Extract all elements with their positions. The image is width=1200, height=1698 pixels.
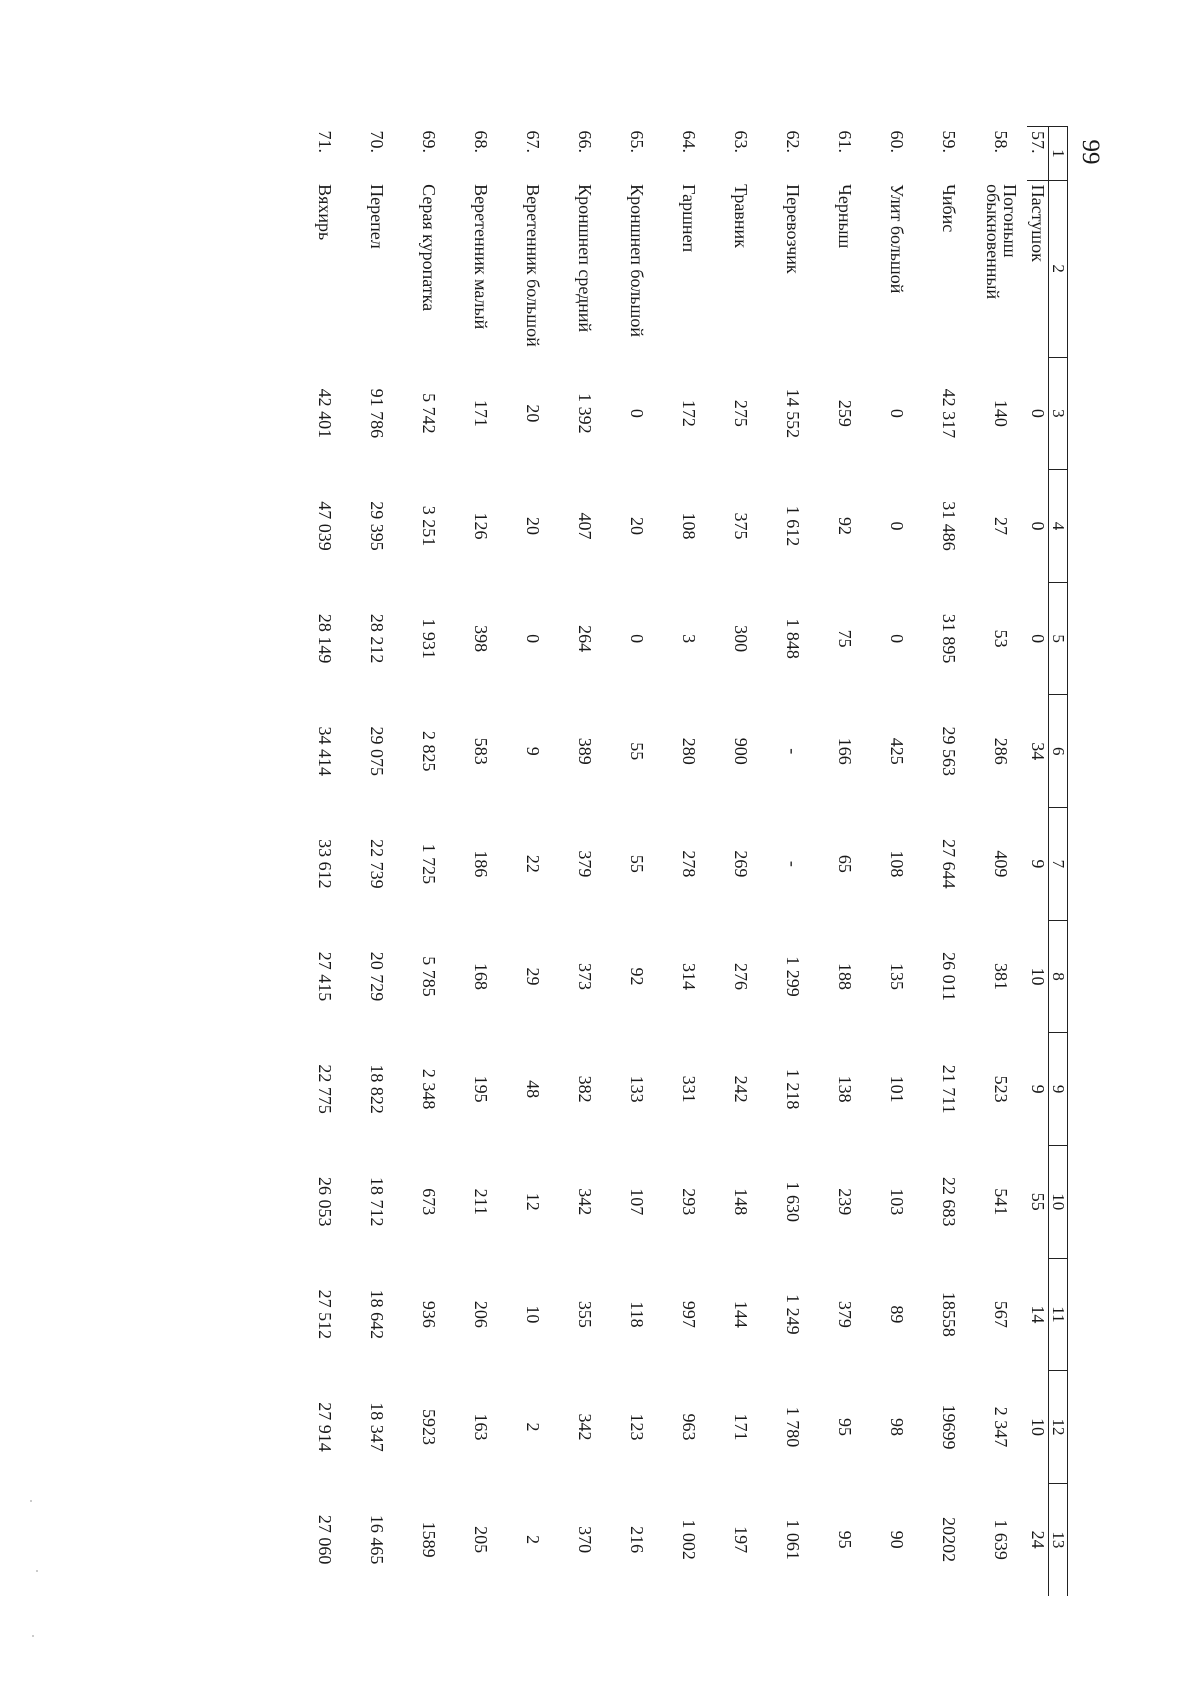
value-cell: 18 642 (367, 1289, 388, 1340)
value-cell: - (783, 748, 804, 755)
table-row (767, 127, 819, 1597)
value-cell: 293 (679, 1188, 700, 1216)
table-row (819, 127, 871, 1597)
value-cell: 331 (679, 1075, 700, 1103)
value-cell: 3 (679, 634, 700, 644)
species-name-cell: Черныш (835, 184, 856, 249)
value-cell: 936 (419, 1300, 440, 1328)
table-row (351, 127, 403, 1597)
column-header: 10 (1049, 1145, 1068, 1258)
value-cell: 22 (523, 854, 544, 873)
value-cell: 20 729 (367, 951, 388, 1002)
column-header: 12 (1049, 1371, 1068, 1484)
value-cell: 33 612 (315, 839, 336, 889)
value-cell: 1 299 (783, 956, 804, 997)
value-cell: 48 (523, 1080, 544, 1099)
value-cell: 389 (575, 737, 596, 765)
value-cell: 0 (1028, 408, 1048, 418)
value-cell: 2 825 (419, 731, 440, 772)
value-cell: 1 061 (783, 1519, 804, 1560)
value-cell: 900 (731, 737, 752, 765)
value-cell: 382 (575, 1075, 596, 1103)
row-number-cell: 57. (1027, 127, 1049, 181)
value-cell: 0 (1028, 634, 1048, 644)
value-cell: 280 (679, 737, 700, 765)
row-number-cell: 66. (575, 130, 596, 153)
value-cell: 27 914 (315, 1402, 336, 1452)
value-cell: 12 (523, 1192, 544, 1211)
value-cell: 407 (575, 512, 596, 540)
value-cell: 171 (471, 399, 492, 427)
column-header: 2 (1049, 180, 1068, 357)
value-cell: 27 644 (939, 839, 960, 889)
column-header: 11 (1049, 1258, 1068, 1371)
column-header: 5 (1049, 582, 1068, 695)
value-cell: 195 (471, 1075, 492, 1103)
value-cell: 1 725 (419, 843, 440, 885)
species-name-cell: Кроншнеп средний (575, 184, 596, 333)
column-number-header-row (1049, 127, 1068, 1597)
value-cell: 144 (731, 1300, 752, 1328)
value-cell: 31 895 (939, 613, 960, 664)
table-row (923, 127, 975, 1597)
value-cell: 108 (887, 850, 908, 878)
species-name-cell: Перепел (367, 184, 388, 249)
value-cell: 1 780 (783, 1406, 804, 1448)
value-cell: 375 (731, 512, 752, 540)
value-cell: 541 (991, 1188, 1012, 1216)
value-cell: 135 (887, 963, 908, 991)
value-cell: 2 348 (419, 1068, 440, 1110)
value-cell: 342 (575, 1413, 596, 1441)
value-cell: 108 (679, 512, 700, 540)
table-row (1027, 127, 1049, 1597)
value-cell: 29 395 (367, 501, 388, 551)
value-cell: 22 683 (939, 1177, 960, 1227)
value-cell: 92 (627, 967, 648, 986)
row-number-cell: 58. (991, 130, 1012, 153)
value-cell: 101 (887, 1075, 908, 1103)
value-cell: 1589 (419, 1521, 440, 1558)
value-cell: 1 392 (575, 393, 596, 434)
species-name-cell: Кроншнеп большой (627, 184, 648, 337)
value-cell: 314 (679, 963, 700, 991)
value-cell: 29 563 (939, 726, 960, 777)
value-cell: 10 (523, 1305, 544, 1324)
value-cell: 5 742 (419, 393, 440, 434)
value-cell: 188 (835, 963, 856, 991)
value-cell: 27 060 (315, 1514, 336, 1565)
table-row (871, 127, 923, 1597)
table-body (299, 127, 1068, 1597)
value-cell: 206 (471, 1300, 492, 1328)
value-cell: 14 (1028, 1305, 1048, 1324)
value-cell: 239 (835, 1188, 856, 1216)
scan-speck (30, 1500, 32, 1502)
value-cell: 27 512 (315, 1289, 336, 1340)
table-row (455, 127, 507, 1597)
value-cell: 373 (575, 963, 596, 991)
value-cell: 1 612 (783, 505, 804, 547)
value-cell: 0 (627, 408, 648, 418)
value-cell: 20 (627, 517, 648, 536)
species-name-cell: Пастушок (1027, 180, 1049, 357)
value-cell: 29 075 (367, 726, 388, 777)
value-cell: 140 (991, 399, 1012, 427)
value-cell: 103 (887, 1188, 908, 1216)
row-number-cell: 69. (419, 130, 440, 153)
species-name-cell: Вяхирь (315, 184, 336, 241)
column-header: 8 (1049, 920, 1068, 1033)
value-cell: 28 149 (315, 613, 336, 664)
value-cell: 300 (731, 625, 752, 653)
value-cell: 0 (887, 521, 908, 531)
value-cell: 53 (991, 629, 1012, 648)
value-cell: 138 (835, 1075, 856, 1103)
value-cell: 29 (523, 967, 544, 986)
value-cell: 42 317 (939, 388, 960, 439)
value-cell: 90 (887, 1530, 908, 1549)
value-cell: 0 (887, 408, 908, 418)
value-cell: - (783, 860, 804, 867)
row-number-cell: 71. (315, 130, 336, 153)
table-row (611, 127, 663, 1597)
value-cell: 148 (731, 1188, 752, 1216)
value-cell: 286 (991, 737, 1012, 765)
species-name-cell: Погоныш обыкновенный (983, 184, 1020, 300)
value-cell: 0 (1028, 521, 1048, 531)
value-cell: 355 (575, 1300, 596, 1328)
column-header: 1 (1049, 127, 1068, 181)
value-cell: 47 039 (315, 501, 336, 551)
value-cell: 133 (627, 1075, 648, 1103)
species-name-cell: Серая куропатка (419, 184, 440, 312)
value-cell: 75 (835, 629, 856, 648)
row-number-cell: 68. (471, 130, 492, 153)
species-count-table-wrapper (299, 126, 1068, 1596)
value-cell: 20202 (939, 1517, 960, 1563)
value-cell: 9 (523, 746, 544, 756)
value-cell: 55 (1028, 1192, 1048, 1211)
value-cell: 20 (523, 404, 544, 423)
value-cell: 55 (627, 742, 648, 761)
value-cell: 1 630 (783, 1181, 804, 1223)
value-cell: 379 (575, 850, 596, 878)
value-cell: 27 (991, 517, 1012, 536)
value-cell: 166 (835, 737, 856, 765)
value-cell: 242 (731, 1075, 752, 1103)
value-cell: 95 (835, 1418, 856, 1437)
value-cell: 197 (731, 1526, 752, 1554)
value-cell: 22 739 (367, 839, 388, 889)
value-cell: 26 011 (939, 952, 960, 1001)
value-cell: 2 (523, 1535, 544, 1545)
value-cell: 2 347 (991, 1406, 1012, 1448)
value-cell: 123 (627, 1413, 648, 1441)
value-cell: 171 (731, 1413, 752, 1441)
value-cell: 91 786 (367, 388, 388, 439)
value-cell: 186 (471, 850, 492, 878)
value-cell: 259 (835, 399, 856, 427)
table-row (663, 127, 715, 1597)
value-cell: 18558 (939, 1291, 960, 1337)
value-cell: 26 053 (315, 1177, 336, 1227)
table-row (715, 127, 767, 1597)
value-cell: 1 249 (783, 1294, 804, 1335)
value-cell: 269 (731, 850, 752, 878)
value-cell: 1 639 (991, 1519, 1012, 1560)
value-cell: 567 (991, 1300, 1012, 1328)
value-cell: 168 (471, 963, 492, 991)
value-cell: 2 (523, 1422, 544, 1432)
column-header: 4 (1049, 470, 1068, 583)
value-cell: 107 (627, 1188, 648, 1216)
scan-speck (36, 1570, 38, 1572)
value-cell: 997 (679, 1300, 700, 1328)
value-cell: 34 414 (315, 726, 336, 777)
value-cell: 1 218 (783, 1068, 804, 1110)
value-cell: 21 711 (939, 1064, 960, 1114)
value-cell: 34 (1028, 742, 1048, 761)
column-header: 6 (1049, 695, 1068, 808)
value-cell: 9 (1028, 859, 1048, 869)
value-cell: 16 465 (367, 1514, 388, 1565)
value-cell: 276 (731, 963, 752, 991)
value-cell: 1 002 (679, 1519, 700, 1560)
value-cell: 264 (575, 625, 596, 653)
value-cell: 42 401 (315, 388, 336, 439)
row-number-cell: 70. (367, 130, 388, 153)
row-number-cell: 60. (887, 130, 908, 153)
row-number-cell: 65. (627, 130, 648, 153)
value-cell: 398 (471, 625, 492, 653)
value-cell: 3 251 (419, 505, 440, 547)
value-cell: 98 (887, 1418, 908, 1437)
table-row (559, 127, 611, 1597)
value-cell: 126 (471, 512, 492, 540)
value-cell: 0 (523, 634, 544, 644)
species-name-cell: Веретенник большой (523, 184, 544, 347)
value-cell: 31 486 (939, 501, 960, 551)
value-cell: 583 (471, 737, 492, 765)
value-cell: 523 (991, 1075, 1012, 1103)
row-number-cell: 61. (835, 130, 856, 153)
value-cell: 95 (835, 1530, 856, 1549)
value-cell: 19699 (939, 1404, 960, 1450)
column-header: 7 (1049, 808, 1068, 921)
species-name-cell: Веретенник малый (471, 184, 492, 330)
value-cell: 89 (887, 1305, 908, 1324)
value-cell: 20 (523, 517, 544, 536)
species-name-cell: Улит большой (887, 184, 908, 294)
table-row (299, 127, 351, 1597)
value-cell: 24 (1028, 1530, 1048, 1549)
value-cell: 1 848 (783, 618, 804, 659)
value-cell: 27 415 (315, 951, 336, 1002)
value-cell: 5 785 (419, 956, 440, 997)
species-name-cell: Перевозчик (783, 184, 804, 274)
page-number: 99 (1077, 139, 1104, 165)
value-cell: 0 (887, 634, 908, 644)
value-cell: 1 931 (419, 618, 440, 659)
species-count-table (299, 126, 1068, 1596)
value-cell: 211 (471, 1188, 492, 1215)
value-cell: 342 (575, 1188, 596, 1216)
value-cell: 379 (835, 1300, 856, 1328)
species-name-cell: Гаршнеп (679, 184, 700, 253)
value-cell: 275 (731, 399, 752, 427)
value-cell: 205 (471, 1526, 492, 1554)
value-cell: 370 (575, 1526, 596, 1554)
value-cell: 55 (627, 854, 648, 873)
species-name-cell: Чибис (939, 184, 960, 233)
value-cell: 5923 (419, 1409, 440, 1446)
row-number-cell: 64. (679, 130, 700, 153)
value-cell: 409 (991, 850, 1012, 878)
row-number-cell: 67. (523, 130, 544, 153)
value-cell: 14 552 (783, 388, 804, 439)
value-cell: 381 (991, 963, 1012, 991)
value-cell: 10 (1028, 967, 1048, 986)
table-row (507, 127, 559, 1597)
row-number-cell: 59. (939, 130, 960, 153)
row-number-cell: 63. (731, 130, 752, 153)
value-cell: 163 (471, 1413, 492, 1441)
value-cell: 216 (627, 1526, 648, 1554)
table-row (975, 127, 1027, 1597)
column-header: 9 (1049, 1033, 1068, 1146)
column-header: 3 (1049, 357, 1068, 470)
value-cell: 0 (627, 634, 648, 644)
value-cell: 28 212 (367, 613, 388, 664)
value-cell: 425 (887, 737, 908, 765)
value-cell: 118 (627, 1301, 648, 1328)
column-header: 13 (1049, 1483, 1068, 1596)
value-cell: 92 (835, 517, 856, 536)
value-cell: 278 (679, 850, 700, 878)
value-cell: 65 (835, 854, 856, 873)
table-row (403, 127, 455, 1597)
species-name-cell: Травник (731, 184, 752, 248)
value-cell: 9 (1028, 1084, 1048, 1094)
value-cell: 172 (679, 399, 700, 427)
value-cell: 18 712 (367, 1177, 388, 1227)
scan-speck (32, 1635, 34, 1637)
value-cell: 963 (679, 1413, 700, 1441)
value-cell: 18 822 (367, 1064, 388, 1114)
value-cell: 10 (1028, 1418, 1048, 1437)
value-cell: 673 (419, 1188, 440, 1216)
value-cell: 22 775 (315, 1064, 336, 1114)
value-cell: 18 347 (367, 1402, 388, 1452)
row-number-cell: 62. (783, 130, 804, 153)
